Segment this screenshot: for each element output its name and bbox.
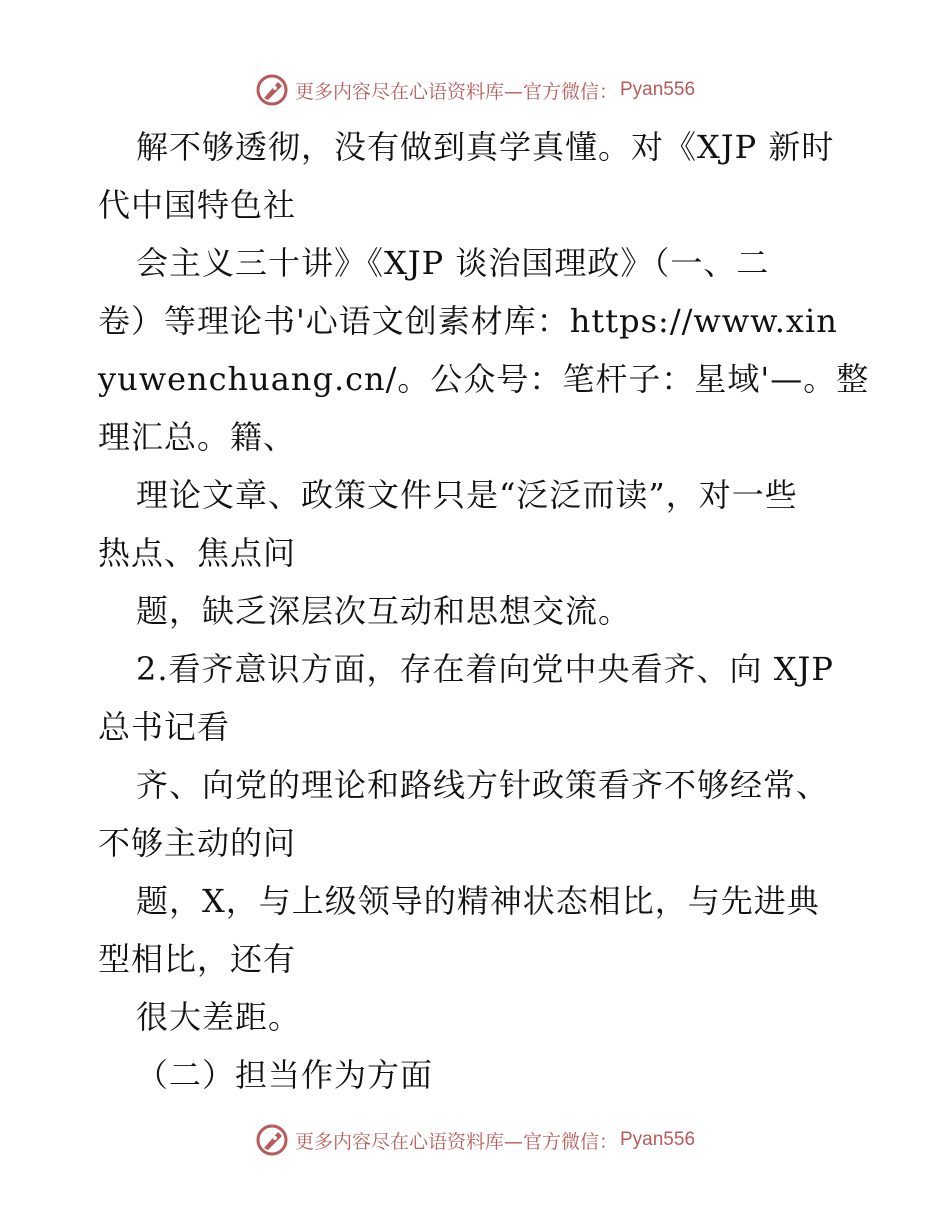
text-line: 题，缺乏深层次互动和思想交流。 bbox=[136, 592, 632, 630]
text-line: 理论文章、政策文件只是“泛泛而读”，对一些 bbox=[136, 476, 798, 514]
watermark-text: 更多内容尽在心语资料库—官方微信： bbox=[294, 1130, 618, 1153]
text-line: 很大差距。 bbox=[136, 998, 302, 1036]
text-line: 热点、焦点问 bbox=[98, 534, 297, 572]
pen-nib-logo-icon bbox=[255, 1123, 289, 1157]
document-body bbox=[98, 118, 870, 1104]
watermark-text: 更多内容尽在心语资料库—官方微信： bbox=[294, 80, 618, 103]
text-line: 解不够透彻，没有做到真学真懂。对《XJP 新时 bbox=[136, 128, 835, 166]
header-watermark bbox=[0, 70, 950, 110]
footer-watermark bbox=[0, 1120, 950, 1160]
text-line: yuwenchuang.cn/。公众号：笔杆子：星域'—。整 bbox=[98, 360, 870, 398]
text-line: 题，X，与上级领导的精神状态相比，与先进典 bbox=[136, 882, 820, 920]
pen-nib-logo-icon bbox=[255, 73, 289, 107]
text-line: 型相比，还有 bbox=[98, 940, 297, 978]
text-line: 2.看齐意识方面，存在着向党中央看齐、向 XJP bbox=[136, 650, 834, 688]
text-line: 理汇总。籍、 bbox=[98, 418, 297, 456]
text-line: 齐、向党的理论和路线方针政策看齐不够经常、 bbox=[136, 766, 830, 804]
watermark-handle: Pyan556 bbox=[620, 1129, 696, 1150]
text-line: 代中国特色社 bbox=[98, 186, 297, 224]
text-line: 卷）等理论书'心语文创素材库：https://www.xin bbox=[98, 302, 838, 340]
text-line: （二）担当作为方面 bbox=[136, 1056, 434, 1094]
text-line: 不够主动的问 bbox=[98, 824, 297, 862]
text-line: 总书记看 bbox=[98, 708, 231, 746]
watermark-handle: Pyan556 bbox=[620, 79, 696, 100]
text-line: 会主义三十讲》《XJP 谈治国理政》（一、二 bbox=[136, 244, 770, 282]
